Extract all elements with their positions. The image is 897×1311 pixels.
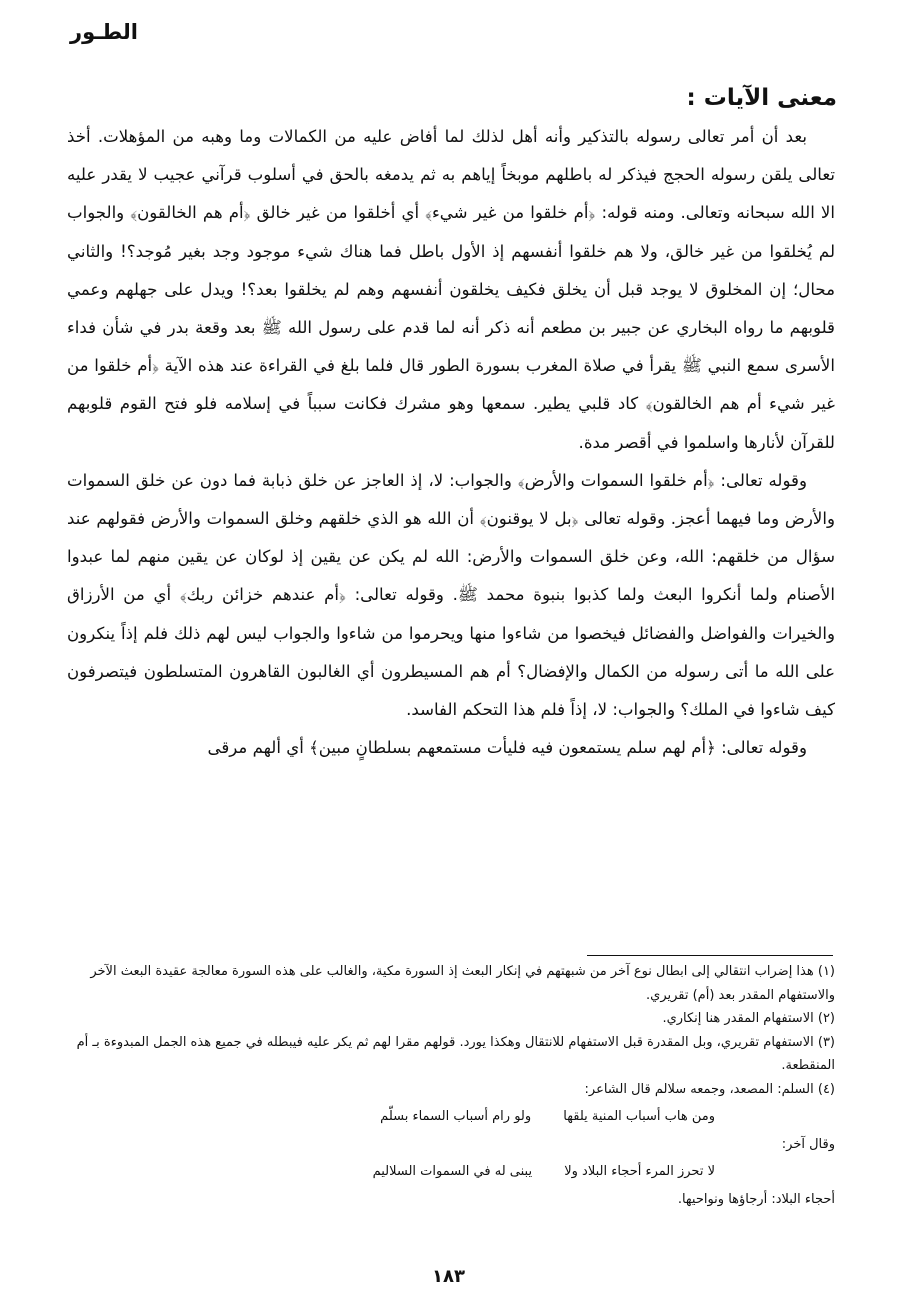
- footnote: (١) هذا إضراب انتقالي إلى ابطال نوع آخر من شبهتهم في إنكار البعث إذ السورة مكية، والغالب على هذه السورة معالجة عقيدة البعث الآخر والاستفهام المقدر بعد (أم) تقريري.: [90, 964, 835, 1003]
- section-heading: معنى الآيات :: [686, 85, 837, 111]
- footnotes: [65, 960, 835, 1211]
- body-text: [67, 118, 835, 767]
- body-paragraph: وقوله تعالى: ﴿أم لهم سلم يستمعون فيه فليأت مستمعهم بسلطانٍ مبين﴾ أي ألهم مرقى: [207, 738, 807, 758]
- running-head: الطـور: [70, 20, 138, 44]
- verse-hemistich: لا تحرز المرء أحجاء البلاد ولا: [564, 1164, 715, 1179]
- footnote: (٣) الاستفهام تقريري، وبل المقدرة قبل الاستفهام للانتقال وهكذا يورد. قولهم مقرا لهم ثم يكر عليه فيبطله في جميع هذه الجمل المبدوءة بـ أم المنقطعة.: [76, 1034, 835, 1073]
- body-paragraph: وقوله تعالى: ﴿أم خلقوا السموات والأرض﴾ والجواب: لا، إذ العاجز عن خلق ذبابة فما دون عن خلق السموات والأرض وما فيهما أعجز. وقوله تعالى ﴿بل لا يوقنون﴾ أن الله هو الذي خلقهم وخلق السموات والأرض فقولهم عند سؤال من خلقهم: الله، وعن خلق السموات والأرض: الله لم يكن عن يقين إذ لوكان عن يقين منهم لما عبدوا الأصنام ولما أنكروا البعث ولما كذبوا بنبوة محمد ﷺ. وقوله تعالى: ﴿أم عندهم خزائن ربك﴾ أي من الأرزاق والخيرات والفواضل والفضائل فيخصوا من شاءوا منها ويحرموا من شاءوا والجواب ليس لهم ذلك فلم إذاً ينكرون على الله ما أتى رسوله من الكمال والإفضال؟ أم هم المسيطرون أي الغالبون القاهرون المتسلطون فيتصرفون كيف شاءوا في الملك؟ والجواب: لا، إذاً فلم هذا التحكم الفاسد.: [67, 470, 835, 720]
- verse-hemistich: ولو رام أسباب السماء بسلّم: [380, 1109, 532, 1124]
- poem-verse: [65, 1105, 835, 1129]
- verse-intro: وقال آخر:: [781, 1136, 835, 1152]
- body-paragraph: بعد أن أمر تعالى رسوله بالتذكير وأنه أهل لذلك لما أفاض عليه من الكمالات وما وهبه من المؤهلات. أخذ تعالى يلقن رسوله الحجج فيذكر له باطلهم موبخاً إياهم به ثم يدمغه بالحق في أسلوب قرآني عجيب لا يقدر عليه الا الله سبحانه وتعالى. ومنه قوله: ﴿أم خلقوا من غير شيء﴾ أي أخلقوا من غير خالق ﴿أم هم الخالقون﴾ والجواب لم يُخلقوا من غير خالق، ولا هم خلقوا أنفسهم إذ الأول باطل فما هناك شيء موجود وجد بغير مُوجد؟! والثاني محال؛ إن المخلوق لا يوجد قبل أن يخلق فكيف يخلقون أنفسهم وهم لم يخلقوا بعد؟! ويدل على جهلهم وعمي قلوبهم ما رواه البخاري عن جبير بن مطعم أنه ذكر أنه لما قدم على رسول الله ﷺ بعد وقعة بدر في شأن فداء الأسرى سمع النبي ﷺ يقرأ في صلاة المغرب بسورة الطور قال فلما بلغ في القراءة عند هذه الآية ﴿أم خلقوا من غير شيء أم هم الخالقون﴾ كاد قلبي يطير. سمعها وهو مشرك فكانت سبباً في إسلامه فلو فتح القوم قلوبهم للقرآن لأنارها واسلموا في أقصر مدة.: [67, 127, 835, 452]
- footnote-divider: [587, 955, 833, 956]
- gloss-note: أحجاء البلاد: أرجاؤها ونواحيها.: [677, 1191, 835, 1207]
- page-number: ١٨٣: [432, 1266, 465, 1287]
- footnote: (٤) السلم: المصعد، وجمعه سلالم قال الشاعر:: [584, 1081, 835, 1097]
- poem-verse: [65, 1160, 835, 1184]
- verse-hemistich: يبنى له في السموات السلاليم: [372, 1164, 533, 1179]
- footnote: (٢) الاستفهام المقدر هنا إنكاري.: [662, 1011, 835, 1026]
- verse-hemistich: ومن هاب أسباب المنية يلقها: [563, 1109, 715, 1124]
